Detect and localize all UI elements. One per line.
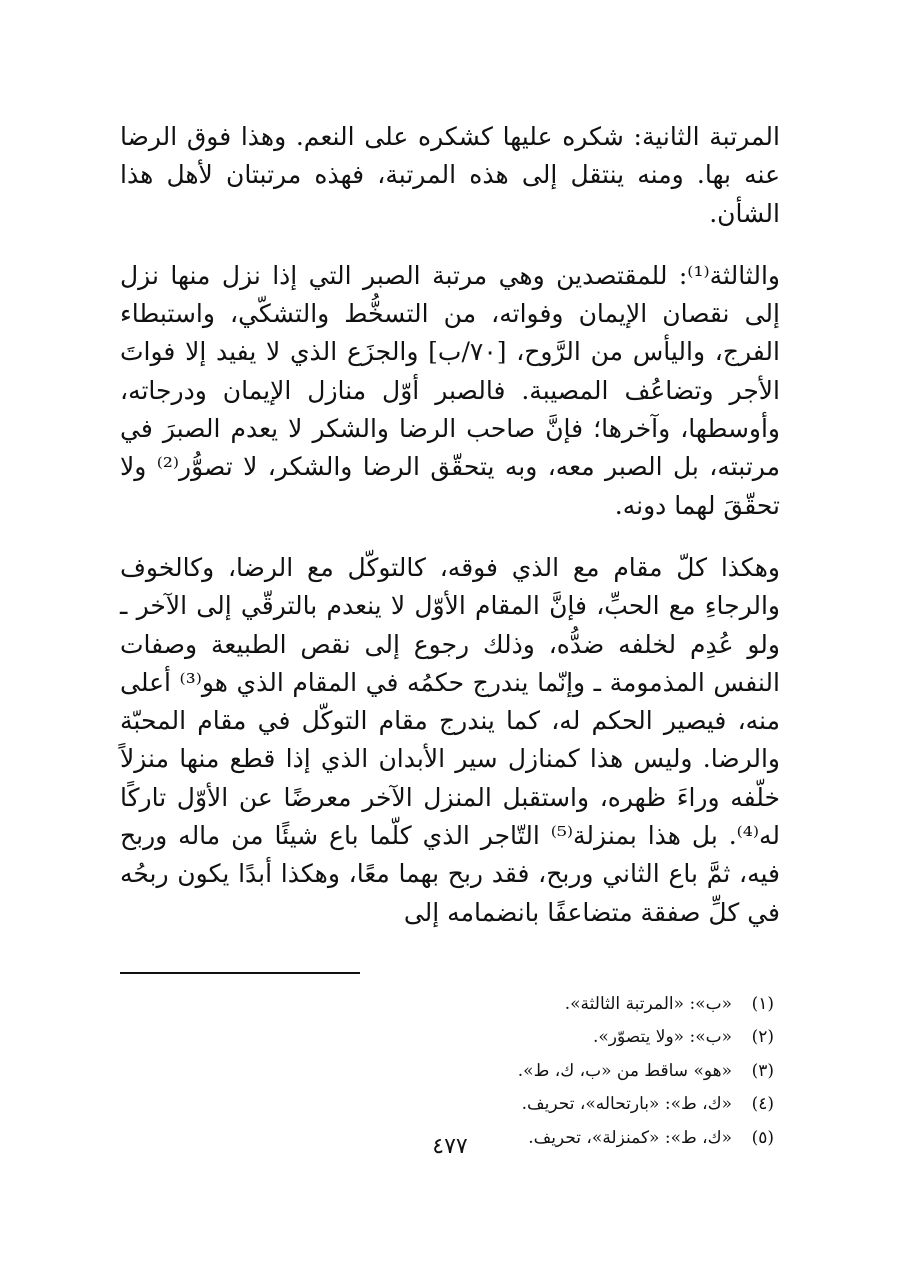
footnote-number: (١) <box>751 993 774 1014</box>
footnote-text: «ب»: «المرتبة الثالثة». <box>564 993 732 1014</box>
footnote-number: (٤) <box>751 1094 774 1115</box>
footnotes-list <box>120 988 780 1156</box>
footnote-separator <box>120 972 360 974</box>
footnote-item <box>120 1021 774 1055</box>
footnote-text: «ك، ط»: «كمنزلة»، تحريف. <box>528 1127 732 1148</box>
footnote-item <box>120 1088 774 1122</box>
footnote-text: «ب»: «ولا يتصوّر». <box>592 1027 732 1048</box>
footnote-text: «هو» ساقط من «ب، ك، ط». <box>517 1060 732 1081</box>
footnote-number: (٢) <box>751 1027 774 1048</box>
footnote-text: «ك، ط»: «بارتحاله»، تحريف. <box>521 1094 732 1115</box>
page-number: ٤٧٧ <box>432 1134 468 1159</box>
paragraph-third-rank: والثالثة⁽¹⁾: للمقتصدين وهي مرتبة الصبر التي إذا نزل منها نزل إلى نقصان الإيمان وفواته، من التسخُّط والتشكّي، واستبطاء الفرج، واليأس من الرَّوح، [٧٠/ب] والجزَع الذي لا يفيد إلا فواتَ الأجر وتضاعُف المصيبة. فالصبر أوّل منازل الإيمان ودرجاته، وأوسطها، وآخرها؛ فإنَّ صاحب الرضا والشكر لا يعدم الصبرَ في مرتبته، بل الصبر معه، وبه يتحقّق الرضا والشكر، لا تصوُّر⁽²⁾ ولا تحقّقَ لهما دونه. <box>120 260 780 520</box>
footnote-number: (٣) <box>751 1060 774 1081</box>
footnote-item <box>120 1055 774 1089</box>
footnote-item <box>120 988 774 1022</box>
paragraph-second-rank: المرتبة الثانية: شكره عليها كشكره على النعم. وهذا فوق الرضا عنه بها. ومنه ينتقل إلى هذه المرتبة، فهذه مرتبتان لأهل هذا الشأن. <box>120 122 780 228</box>
footnote-number: (٥) <box>751 1127 774 1148</box>
paragraph-stations: وهكذا كلّ مقام مع الذي فوقه، كالتوكّل مع الرضا، وكالخوف والرجاءِ مع الحبِّ، فإنَّ المقام الأوّل لا ينعدم بالترقّي إلى الآخر ـ ولو عُدِم لخلفه ضدُّه، وذلك رجوع إلى نقص الطبيعة وصفات النفس المذمومة ـ وإنّما يندرج حكمُه في المقام الذي هو⁽³⁾ أعلى منه، فيصير الحكم له، كما يندرج مقام التوكّل في مقام المحبّة والرضا. وليس هذا كمنازل سير الأبدان الذي إذا قطع منها منزلاً خلّفه وراءَ ظهره، واستقبل المنزل الآخر معرضًا عن الأوّل تاركًا له⁽⁴⁾. بل هذا بمنزلة⁽⁵⁾ التّاجر الذي كلّما باع شيئًا من ماله وربح فيه، ثمَّ باع الثاني وربح، فقد ربح بهما معًا، وهكذا أبدًا يكون ربحُه في كلِّ صفقة متضاعفًا بانضمامه إلى <box>120 552 780 927</box>
page-body <box>120 118 780 1155</box>
